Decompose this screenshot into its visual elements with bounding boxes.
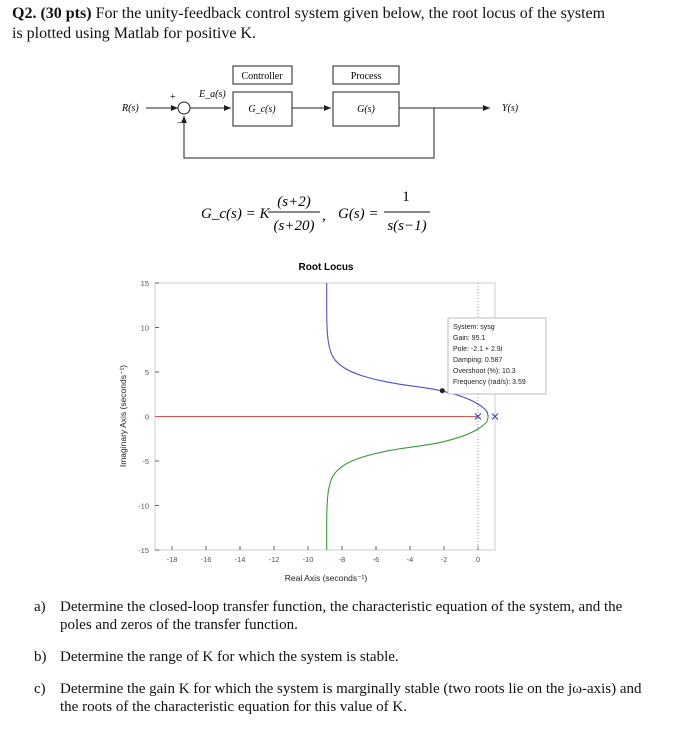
question-parts — [34, 598, 654, 730]
datatip-line: Frequency (rad/s): 3.59 — [453, 379, 526, 386]
process-tf: G(s) — [357, 104, 375, 115]
sum-minus-sign: − — [177, 118, 183, 129]
part-text: Determine the gain K for which the system is marginally stable (two roots lie on the jω-axis) and the roots of the characteristic equation for this value of K. — [60, 681, 642, 715]
sum-plus-sign: + — [170, 92, 176, 103]
gc-denominator: (s+20) — [273, 218, 315, 234]
x-tick-label: -4 — [406, 555, 414, 564]
y-tick-label: 0 — [144, 412, 149, 422]
datatip-line: System: sysg — [453, 324, 495, 331]
gc-lhs: G_c(s) = K — [201, 206, 270, 222]
datatip-line: Gain: 95.1 — [453, 335, 486, 342]
g-lhs: G(s) = — [338, 206, 379, 222]
x-tick-label: -14 — [234, 555, 246, 564]
y-tick-label: -15 — [138, 546, 149, 555]
controller-tf: G_c(s) — [248, 104, 276, 115]
chart-title: Root Locus — [298, 262, 354, 273]
x-tick-label: -8 — [338, 555, 346, 564]
y-tick-label: 5 — [144, 368, 149, 377]
x-tick-label: -2 — [440, 555, 448, 564]
question-text-line1: For the unity-feedback control system given below, the root locus of the system — [95, 5, 606, 22]
part-c — [34, 680, 654, 716]
question-number: Q2. — [12, 5, 37, 22]
error-label: E_a(s) — [199, 89, 226, 100]
y-tick-label: -5 — [142, 457, 149, 466]
equation-separator: , — [322, 208, 326, 224]
x-tick-label: -12 — [268, 555, 280, 564]
part-text: Determine the range of K for which the system is stable. — [60, 649, 399, 665]
y-axis-label: Imaginary Axis (seconds⁻¹) — [118, 364, 128, 468]
part-a — [34, 598, 654, 634]
part-label: b) — [34, 649, 47, 665]
question-text-line2: is plotted using Matlab for positive K. — [12, 25, 256, 42]
block-diagram — [0, 0, 674, 260]
x-tick-label: -10 — [302, 555, 314, 564]
y-tick-label: -10 — [138, 501, 149, 511]
y-tick-label: 15 — [140, 279, 149, 288]
g-numerator: 1 — [402, 189, 410, 205]
datatip — [440, 318, 546, 394]
datatip-point — [440, 388, 445, 393]
root-locus-chart — [0, 256, 674, 596]
x-tick-label: -18 — [166, 555, 178, 564]
datatip-line: Damping: 0.587 — [453, 357, 503, 364]
input-label: R(s) — [122, 103, 139, 114]
question-points: (30 pts) — [40, 5, 92, 22]
controller-title: Controller — [241, 71, 283, 82]
part-text: Determine the closed-loop transfer function, the characteristic equation of the system, and the poles and zeros of the transfer function. — [60, 599, 623, 633]
datatip-line: Overshoot (%): 10.3 — [453, 368, 516, 375]
process-title: Process — [350, 71, 382, 82]
output-label: Y(s) — [502, 103, 519, 114]
part-b — [34, 648, 654, 666]
y-tick-label: 10 — [140, 323, 149, 333]
part-label: c) — [34, 681, 46, 697]
x-tick-label: 0 — [475, 555, 481, 564]
datatip-line: Pole: -2.1 + 2.9i — [453, 346, 503, 353]
summing-junction — [178, 102, 190, 114]
part-label: a) — [34, 599, 46, 615]
x-tick-label: -6 — [372, 555, 380, 564]
g-denominator: s(s−1) — [387, 218, 427, 234]
gc-numerator: (s+2) — [277, 194, 311, 210]
x-axis-label: Real Axis (seconds⁻¹) — [284, 573, 368, 583]
x-tick-label: -16 — [200, 555, 212, 564]
